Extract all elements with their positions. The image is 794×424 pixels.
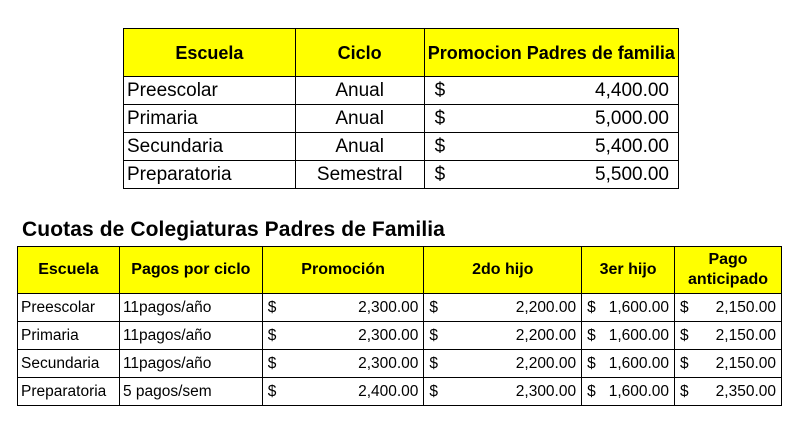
- amount: 5,000.00: [595, 107, 669, 129]
- currency-symbol: $: [429, 382, 439, 400]
- amount: 2,150.00: [715, 298, 776, 316]
- currency-symbol: $: [434, 79, 446, 101]
- cell-ciclo: Anual: [295, 133, 424, 161]
- tuition-fees-table: [17, 246, 782, 406]
- amount: 1,600.00: [608, 382, 670, 400]
- cell-promocion: [424, 105, 678, 133]
- currency-symbol: $: [680, 382, 689, 400]
- amount: 2,400.00: [358, 382, 419, 400]
- amount: 2,300.00: [358, 326, 419, 344]
- cell-hijo3: [582, 322, 675, 350]
- cell-hijo2: [424, 350, 582, 378]
- cell-ciclo: Anual: [295, 105, 424, 133]
- cell-pagos-por-ciclo: 11pagos/año: [119, 322, 262, 350]
- header-2do-hijo: 2do hijo: [424, 247, 582, 294]
- amount: 2,200.00: [515, 326, 577, 344]
- cell-promocion: [262, 350, 424, 378]
- amount: 2,150.00: [715, 326, 776, 344]
- cell-escuela: Preescolar: [124, 77, 296, 105]
- currency-symbol: $: [680, 298, 689, 316]
- amount: 5,400.00: [595, 135, 669, 157]
- table-header-row: [124, 29, 679, 77]
- currency-symbol: $: [434, 163, 446, 185]
- currency-symbol: $: [587, 354, 596, 372]
- currency-symbol: $: [587, 298, 596, 316]
- cell-hijo2: [424, 322, 582, 350]
- table-row: [124, 161, 679, 189]
- table-header-row: [18, 247, 782, 294]
- cell-anticipado: [675, 322, 782, 350]
- cell-escuela: Secundaria: [18, 350, 120, 378]
- header-pagos-por-ciclo: Pagos por ciclo: [119, 247, 262, 294]
- cell-promocion: [262, 322, 424, 350]
- currency-symbol: $: [267, 354, 277, 372]
- table-row: [124, 105, 679, 133]
- currency-symbol: $: [267, 298, 277, 316]
- header-promocion: Promocion Padres de familia: [424, 29, 678, 77]
- table-row: [18, 350, 782, 378]
- currency-symbol: $: [429, 326, 439, 344]
- currency-symbol: $: [267, 326, 277, 344]
- cell-escuela: Secundaria: [124, 133, 296, 161]
- cell-escuela: Preescolar: [18, 294, 120, 322]
- cell-pagos-por-ciclo: 5 pagos/sem: [119, 378, 262, 406]
- cell-promocion: [424, 77, 678, 105]
- cell-hijo2: [424, 294, 582, 322]
- amount: 1,600.00: [608, 326, 670, 344]
- section-title: Cuotas de Colegiaturas Padres de Familia: [22, 218, 445, 241]
- cell-promocion: [262, 378, 424, 406]
- cell-promocion: [424, 133, 678, 161]
- currency-symbol: $: [429, 354, 439, 372]
- cell-ciclo: Anual: [295, 77, 424, 105]
- header-promocion: Promoción: [262, 247, 424, 294]
- cell-ciclo: Semestral: [295, 161, 424, 189]
- cell-pagos-por-ciclo: 11pagos/año: [119, 350, 262, 378]
- cell-escuela: Primaria: [124, 105, 296, 133]
- currency-symbol: $: [680, 326, 689, 344]
- amount: 1,600.00: [608, 354, 670, 372]
- currency-symbol: $: [587, 382, 596, 400]
- currency-symbol: $: [680, 354, 689, 372]
- currency-symbol: $: [434, 135, 446, 157]
- cell-escuela: Primaria: [18, 322, 120, 350]
- cell-hijo3: [582, 350, 675, 378]
- header-ciclo: Ciclo: [295, 29, 424, 77]
- cell-anticipado: [675, 294, 782, 322]
- cell-escuela: Preparatoria: [124, 161, 296, 189]
- amount: 5,500.00: [595, 163, 669, 185]
- cell-pagos-por-ciclo: 11pagos/año: [119, 294, 262, 322]
- amount: 4,400.00: [595, 79, 669, 101]
- cell-promocion: [424, 161, 678, 189]
- currency-symbol: $: [267, 382, 277, 400]
- amount: 2,300.00: [358, 354, 419, 372]
- currency-symbol: $: [587, 326, 596, 344]
- cell-escuela: Preparatoria: [18, 378, 120, 406]
- cell-promocion: [262, 294, 424, 322]
- amount: 1,600.00: [608, 298, 670, 316]
- header-escuela: Escuela: [124, 29, 296, 77]
- amount: 2,150.00: [715, 354, 776, 372]
- currency-symbol: $: [434, 107, 446, 129]
- currency-symbol: $: [429, 298, 439, 316]
- header-escuela: Escuela: [18, 247, 120, 294]
- table-row: [18, 378, 782, 406]
- cell-hijo2: [424, 378, 582, 406]
- amount: 2,200.00: [515, 354, 577, 372]
- amount: 2,300.00: [358, 298, 419, 316]
- table-row: [18, 322, 782, 350]
- cell-anticipado: [675, 378, 782, 406]
- amount: 2,200.00: [515, 298, 577, 316]
- cell-anticipado: [675, 350, 782, 378]
- amount: 2,350.00: [715, 382, 776, 400]
- header-pago-anticipado: Pago anticipado: [675, 247, 782, 294]
- cell-hijo3: [582, 294, 675, 322]
- amount: 2,300.00: [515, 382, 577, 400]
- table-row: [124, 77, 679, 105]
- table-row: [18, 294, 782, 322]
- header-3er-hijo: 3er hijo: [582, 247, 675, 294]
- promotion-table: [123, 28, 679, 189]
- cell-hijo3: [582, 378, 675, 406]
- table-row: [124, 133, 679, 161]
